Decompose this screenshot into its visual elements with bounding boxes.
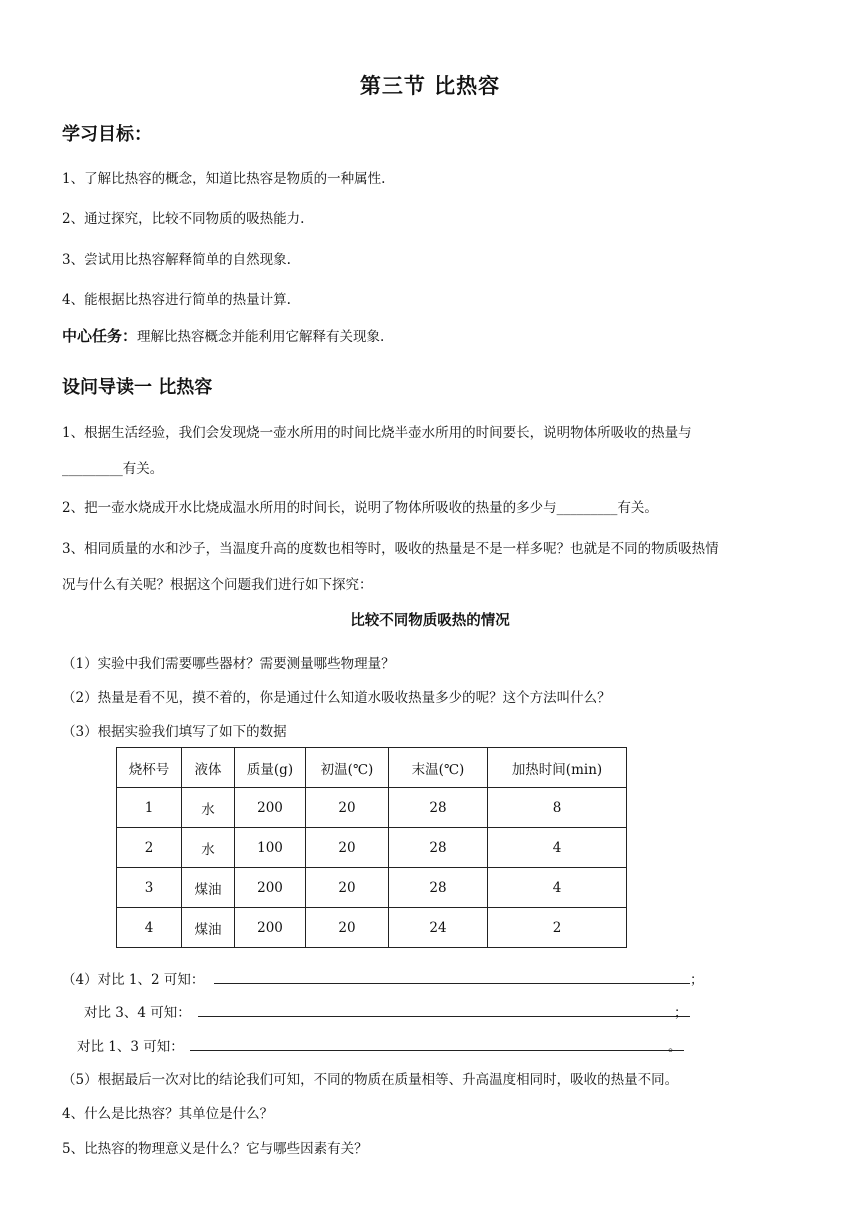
- objective-item: 4、能根据比热容进行简单的热量计算.: [62, 292, 291, 308]
- table-header: 末温(℃): [389, 748, 488, 788]
- table-header: 液体: [182, 748, 235, 788]
- experiment-question-3: （3）根据实验我们填写了如下的数据: [62, 724, 287, 740]
- table-cell: 100: [235, 828, 306, 868]
- compare-3-4-end: ；: [674, 1005, 688, 1021]
- core-task-text: 理解比热容概念并能利用它解释有关现象.: [137, 329, 385, 345]
- table-cell: 4: [117, 908, 182, 948]
- compare-3-4-label: 对比 3、4 可知：: [84, 1005, 191, 1021]
- table-cell: 水: [182, 788, 235, 828]
- table-cell: 水: [182, 828, 235, 868]
- table-cell: 20: [306, 788, 389, 828]
- core-task: [62, 325, 384, 346]
- compare-1-3-end: 。: [668, 1039, 682, 1055]
- table-cell: 2: [488, 908, 627, 948]
- table-header-row: [117, 748, 627, 788]
- question-1-line-1: 1、根据生活经验，我们会发现烧一壶水所用的时间比烧半壶水所用的时间要长，说明物体所吸收的热量与: [62, 425, 692, 441]
- question-2: 2、把一壶水烧成开水比烧成温水所用的时间长，说明了物体所吸收的热量的多少与_________有关。: [62, 500, 658, 516]
- table-cell: 20: [306, 868, 389, 908]
- table-cell: 200: [235, 868, 306, 908]
- core-task-label: 中心任务：: [62, 327, 138, 345]
- table-cell: 28: [389, 868, 488, 908]
- table-cell: 200: [235, 908, 306, 948]
- table-header: 烧杯号: [117, 748, 182, 788]
- table-row: [117, 908, 627, 948]
- question-1-line-2: _________有关。: [62, 461, 164, 477]
- page-title: 第三节 比热容: [359, 74, 501, 98]
- table-cell: 2: [117, 828, 182, 868]
- table-cell: 4: [488, 828, 627, 868]
- compare-1-2-label: （4）对比 1、2 可知：: [62, 972, 205, 988]
- table-cell: 28: [389, 788, 488, 828]
- question-3-line-2: 况与什么有关呢？根据这个问题我们进行如下探究：: [62, 577, 373, 593]
- table-cell: 3: [117, 868, 182, 908]
- table-header: 加热时间(min): [488, 748, 627, 788]
- answer-line[interactable]: [214, 983, 690, 984]
- compare-1-2-end: ；: [690, 972, 704, 988]
- data-table: [116, 747, 627, 948]
- section-heading: 设问导读一 比热容: [62, 377, 213, 398]
- experiment-question-1: （1）实验中我们需要哪些器材？需要测量哪些物理量？: [62, 656, 395, 672]
- experiment-question-2: （2）热量是看不见，摸不着的，你是通过什么知道水吸收热量多少的呢？这个方法叫什么？: [62, 690, 611, 706]
- table-cell: 28: [389, 828, 488, 868]
- objective-item: 1、了解比热容的概念，知道比热容是物质的一种属性.: [62, 171, 386, 187]
- objective-item: 2、通过探究，比较不同物质的吸热能力.: [62, 211, 305, 227]
- objectives-heading: 学习目标：: [62, 124, 152, 145]
- table-row: [117, 788, 627, 828]
- table-cell: 8: [488, 788, 627, 828]
- experiment-title: 比较不同物质吸热的情况: [350, 613, 510, 629]
- question-5: 5、比热容的物理意义是什么？它与哪些因素有关？: [62, 1141, 368, 1157]
- objective-item: 3、尝试用比热容解释简单的自然现象.: [62, 252, 291, 268]
- answer-line[interactable]: [190, 1050, 684, 1051]
- table-row: [117, 868, 627, 908]
- experiment-question-5: （5）根据最后一次对比的结论我们可知，不同的物质在质量相等、升高温度相同时，吸收的热量不同。: [62, 1072, 679, 1088]
- table-cell: 20: [306, 828, 389, 868]
- table-cell: 1: [117, 788, 182, 828]
- table-cell: 20: [306, 908, 389, 948]
- table-cell: 200: [235, 788, 306, 828]
- table-cell: 煤油: [182, 908, 235, 948]
- table-cell: 4: [488, 868, 627, 908]
- table-cell: 24: [389, 908, 488, 948]
- answer-line[interactable]: [198, 1016, 690, 1017]
- table-header: 初温(℃): [306, 748, 389, 788]
- question-3-line-1: 3、相同质量的水和沙子，当温度升高的度数也相等时，吸收的热量是不是一样多呢？也就是不同的物质吸热情: [62, 541, 719, 557]
- compare-1-3-label: 对比 1、3 可知：: [77, 1039, 184, 1055]
- table-row: [117, 828, 627, 868]
- table-header: 质量(g): [235, 748, 306, 788]
- table-cell: 煤油: [182, 868, 235, 908]
- question-4: 4、什么是比热容？其单位是什么？: [62, 1106, 274, 1122]
